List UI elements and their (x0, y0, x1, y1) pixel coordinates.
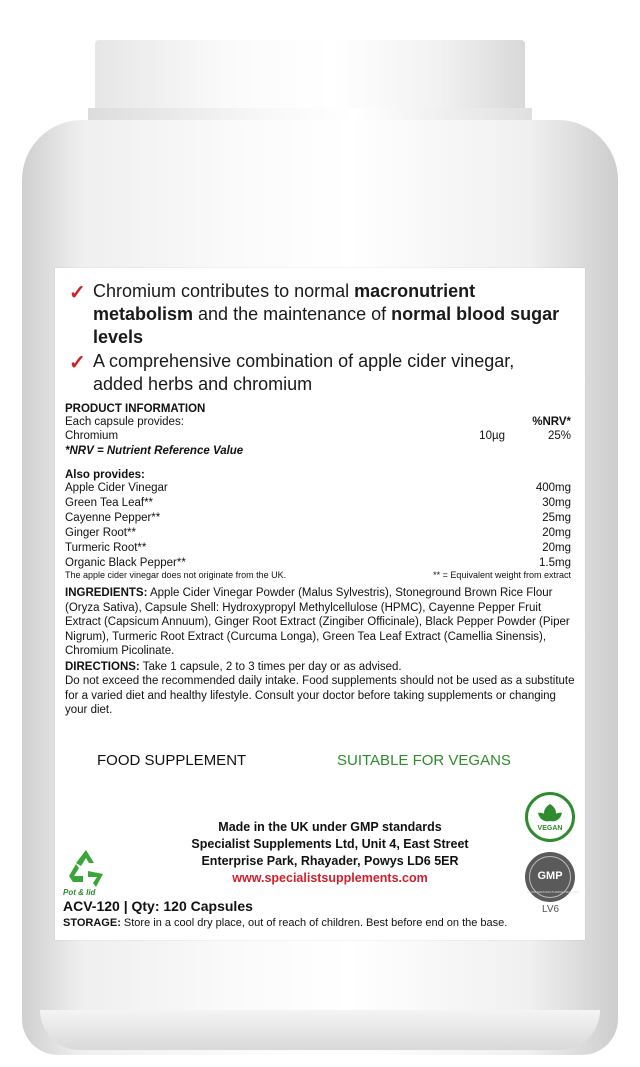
also-provides-heading: Also provides: (65, 469, 145, 481)
product-code: ACV-120 | Qty: 120 Capsules (63, 898, 253, 914)
recycle-label: Pot & lid (63, 888, 96, 897)
storage: STORAGE: Store in a cool dry place, out of reach of children. Best before end on the base. (63, 917, 508, 929)
gmp-badge: GMP GOOD MANUFACTURING PRACTICE (525, 852, 575, 902)
product-label: ✓ Chromium contributes to normal macronutrient metabolism and the maintenance of normal blood sugar levels ✓ A comprehensive combination of apple cider vinegar, added herbs and chromium PRODUCT INFORMATION Each capsule provides: %NRV* Chromium 10µg 25% *NRV = Nutrient Reference Value Also provides: Apple Cider Vinegar 400mg Green Tea Leaf** 30mg Cayenne Pepper** 25mg Ginger Root** 20mg Turmeric Root** 20mg Organic Black Pepper** 1.5mg The apple cider vinegar does not originate from the UK. ** = Equivalent weight from extract INGREDIENTS: Apple Cider Vinegar Powder (Malus Sylvestris), Stoneground Brown Rice Flour (Oryza Sativa), Capsule Shell: Hydroxypropyl Methylcellulose (HPMC), Cayenne Pepper Fruit Extract (Capsicum Annuum), Ginger Root Extract (Zingiber Officinale), Black Pepper Powder (Piper Nigrum), Turmeric Root Extract (Curcuma Longa), Green Tea Leaf Extract (Camellia Sinensis), Chromium Picolinate. DIRECTIONS: Take 1 capsule, 2 to 3 times per day or as advised. Do not exceed the recommended daily intake. Food supplements should not be used as a substitute for a varied diet and healthy lifestyle. Consult your doctor before taking supplements or changing your diet. FOOD SUPPLEMENT SUITABLE FOR VEGANS VEGAN GMP GOOD MANUFACTURING PRACTICE Pot & lid Made in the UK under GMP standards Specialist Supplements Ltd, Unit 4, East Street Enterprise Park, Rhayader, Powys LD6 5ER www.specialistsupplements.com ACV-120 | Qty: 120 Capsules LV6 STORAGE: Store in a cool dry place, out of reach of children. Best before end on the base. (55, 268, 585, 940)
check-icon: ✓ (69, 282, 86, 304)
table-row: Turmeric Root** 20mg (65, 542, 571, 554)
suitable-vegans-label: SUITABLE FOR VEGANS (337, 752, 511, 769)
table-row: Cayenne Pepper** 25mg (65, 512, 571, 524)
table-row: Ginger Root** 20mg (65, 527, 571, 539)
product-info-heading: PRODUCT INFORMATION (65, 403, 206, 415)
check-icon: ✓ (69, 352, 86, 374)
table-row: Apple Cider Vinegar 400mg (65, 482, 571, 494)
website-link[interactable]: www.specialistsupplements.com (232, 871, 428, 885)
manufacturer-line2: Specialist Supplements Ltd, Unit 4, East Street (191, 837, 469, 851)
chromium-row: Chromium 10µg 25% (65, 430, 571, 442)
nrv-note: *NRV = Nutrient Reference Value (65, 445, 244, 457)
each-capsule-row: Each capsule provides: %NRV* (65, 416, 571, 428)
footnote-row: The apple cider vinegar does not originate from the UK. ** = Equivalent weight from extract (65, 570, 571, 580)
vegan-badge: VEGAN (525, 792, 575, 842)
recycle-icon (63, 846, 109, 892)
version-label: LV6 (542, 904, 560, 915)
food-supplement-label: FOOD SUPPLEMENT (97, 752, 247, 769)
bottle-base (40, 1010, 600, 1050)
leaf-icon (528, 795, 572, 839)
manufacturer-line1: Made in the UK under GMP standards (218, 820, 442, 834)
table-row: Organic Black Pepper** 1.5mg (65, 557, 571, 569)
directions-warning: Do not exceed the recommended daily intake. Food supplements should not be used as a substitute for a varied diet and healthy lifestyle. Consult your doctor before taking supplements or changing your diet. (65, 675, 575, 716)
ingredients: INGREDIENTS: Apple Cider Vinegar Powder (Malus Sylvestris), Stoneground Brown Rice Flour (Oryza Sativa), Capsule Shell: Hydroxypropyl Methylcellulose (HPMC), Cayenne Pepper Fruit Extract (Capsicum Annuum), Ginger Root Extract (Zingiber Officinale), Black Pepper Powder (Piper Nigrum), Turmeric Root Extract (Curcuma Longa), Green Tea Leaf Extract (Camellia Sinensis), Chromium Picolinate. (65, 587, 570, 657)
manufacturer-line3: Enterprise Park, Rhayader, Powys LD6 5ER (201, 854, 459, 868)
table-row: Green Tea Leaf** 30mg (65, 497, 571, 509)
directions: DIRECTIONS: Take 1 capsule, 2 to 3 times per day or as advised. (65, 661, 402, 673)
